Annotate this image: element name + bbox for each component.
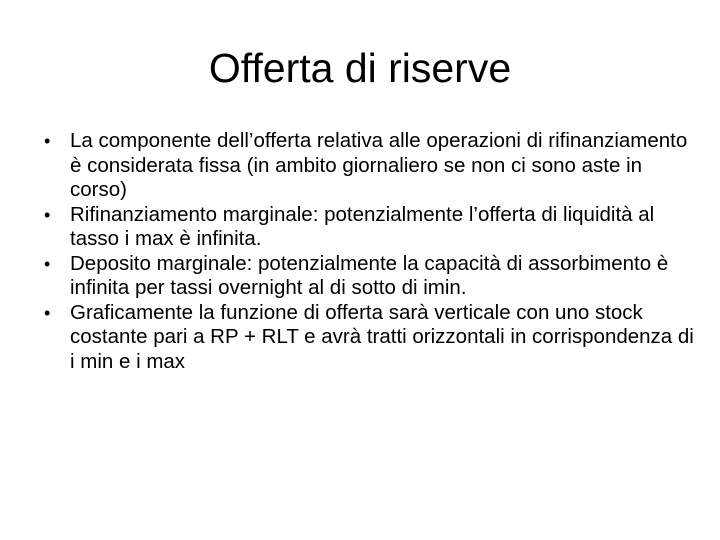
bullet-marker: • [44, 204, 51, 225]
bullet-list [36, 129, 696, 374]
bullet-marker: • [44, 253, 51, 274]
bullet-item-deposit-facility [36, 252, 696, 301]
bullet-marker: • [44, 131, 51, 151]
bullet-text: Deposito marginale: potenzialmente la capacità di assorbimento è infinita per tassi overnight al di sotto di imin. [70, 251, 669, 299]
bullet-item-marginal-lending [36, 203, 696, 252]
bullet-text: Rifinanziamento marginale: potenzialmente l’offerta di liquidità al tasso i max è infinita. [70, 202, 655, 250]
bullet-text: La componente dell’offerta relativa alle operazioni di rifinanziamento è considerata fissa (in ambito giornaliero se non ci sono aste in corso) [70, 129, 688, 201]
bullet-item-graphical-supply [36, 301, 696, 375]
bullet-marker: • [44, 302, 51, 323]
bullet-text: Graficamente la funzione di offerta sarà verticale con uno stock costante pari a RP + RLT e avrà tratti orizzontali in corrispondenza di i min e i max [70, 300, 694, 373]
bullet-item-fixed-supply [36, 129, 696, 203]
slide-title: Offerta di riserve [208, 45, 512, 91]
